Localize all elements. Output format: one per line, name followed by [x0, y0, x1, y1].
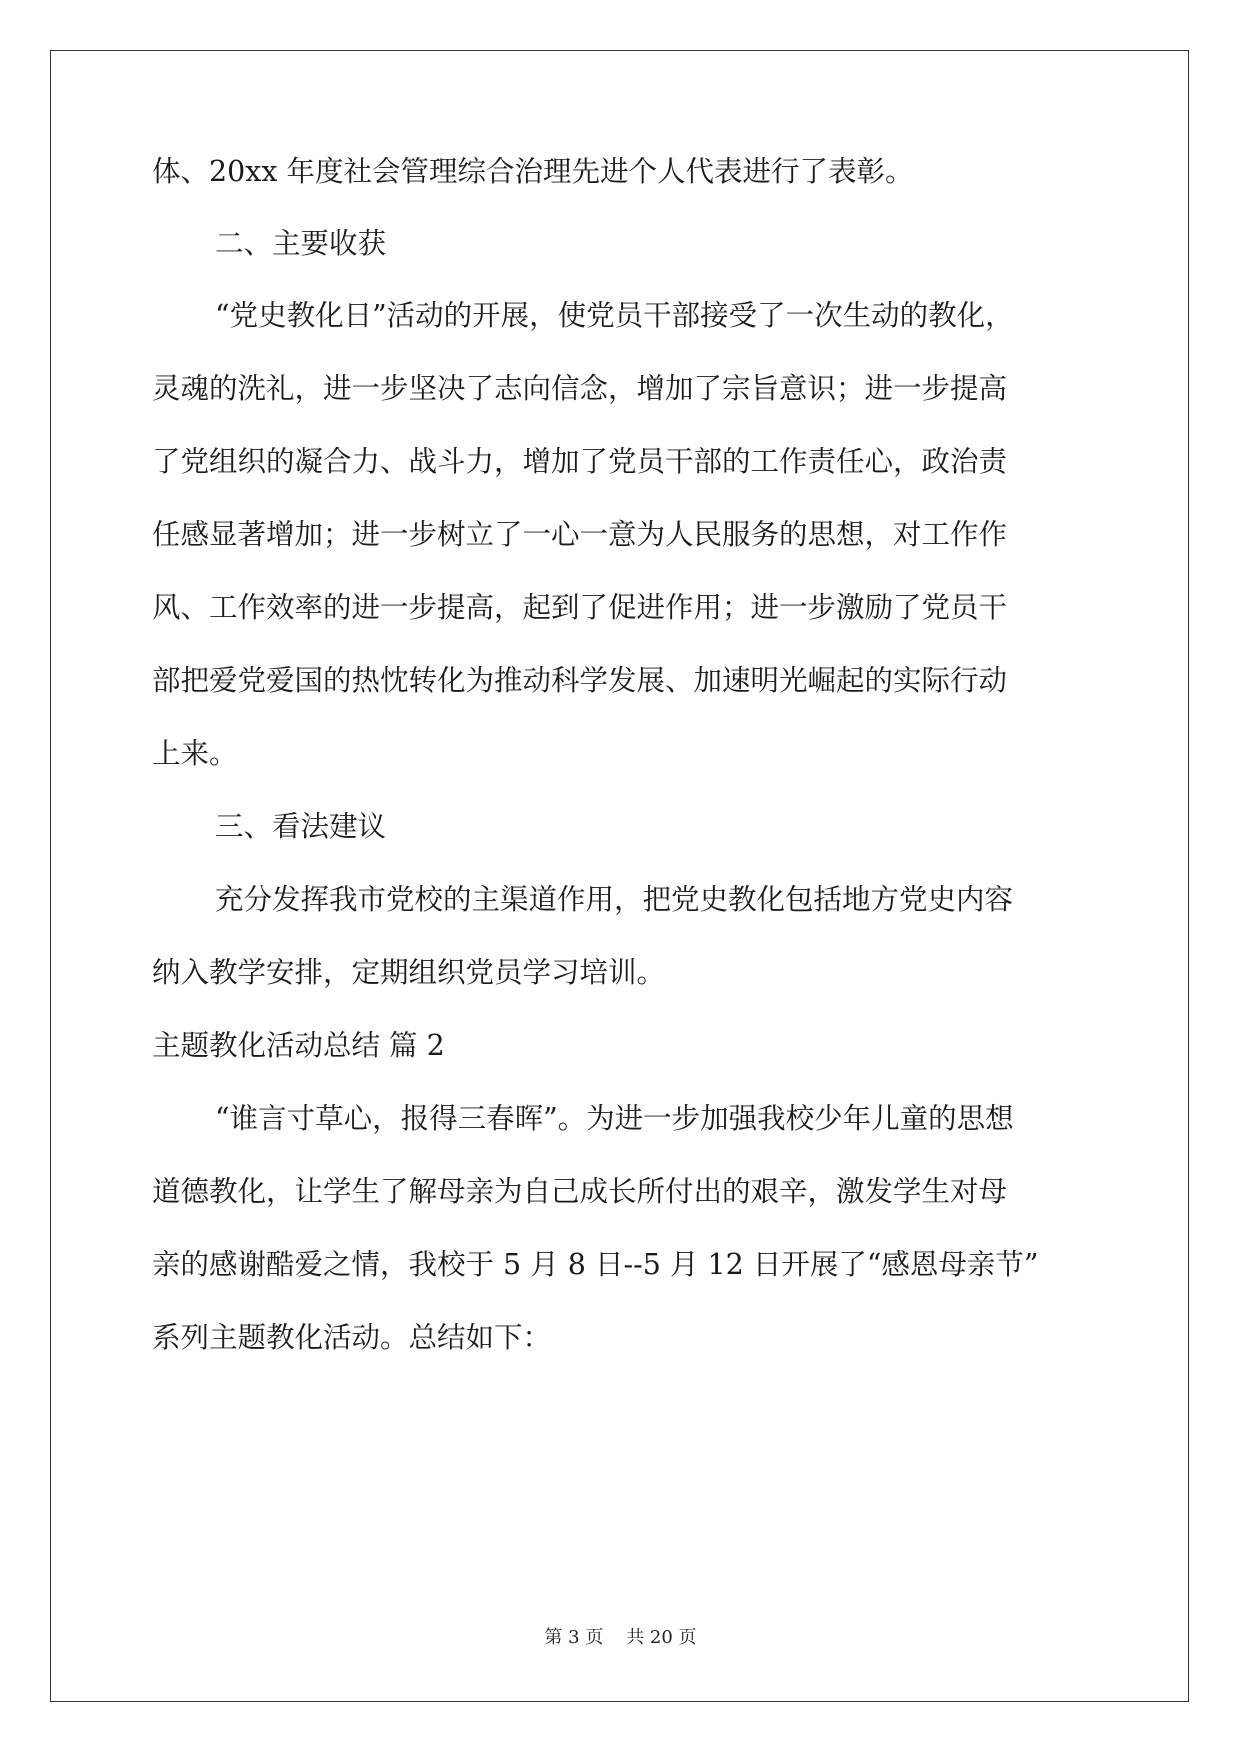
body-text-line: 风、工作效率的进一步提高，起到了促进作用；进一步激励了党员干 [152, 591, 1008, 624]
section-heading: 二、主要收获 [215, 227, 387, 260]
body-text-line: 部把爱党爱国的热忱转化为推动科学发展、加速明光崛起的实际行动 [152, 664, 1008, 697]
body-text-line: 上来。 [152, 737, 238, 770]
body-text-line: 体、20xx 年度社会管理综合治理先进个人代表进行了表彰。 [152, 155, 914, 188]
body-text-line: 亲的感谢酷爱之情，我校于 5 月 8 日--5 月 12 日开展了“感恩母亲节” [152, 1248, 1039, 1281]
body-text-line: 纳入教学安排，定期组织党员学习培训。 [152, 956, 666, 989]
body-text-line: “谁言寸草心，报得三春晖”。为进一步加强我校少年儿童的思想 [215, 1102, 1014, 1135]
body-text-line: 系列主题教化活动。总结如下： [152, 1321, 552, 1354]
body-text-line: 灵魂的洗礼，进一步坚决了志向信念，增加了宗旨意识；进一步提高 [152, 372, 1008, 405]
body-text-line: 了党组织的凝合力、战斗力，增加了党员干部的工作责任心，政治责 [152, 445, 1008, 478]
section-heading: 三、看法建议 [215, 810, 387, 843]
body-text-line: “党史教化日”活动的开展，使党员干部接受了一次生动的教化， [215, 299, 1014, 332]
article-title: 主题教化活动总结 篇 2 [152, 1029, 445, 1062]
page-footer: 第 3 页 共 20 页 [544, 1627, 697, 1648]
body-text-line: 道德教化，让学生了解母亲为自己成长所付出的艰辛，激发学生对母 [152, 1175, 1008, 1208]
body-text-line: 任感显著增加；进一步树立了一心一意为人民服务的思想，对工作作 [152, 518, 1008, 551]
body-text-line: 充分发挥我市党校的主渠道作用，把党史教化包括地方党史内容 [215, 883, 1014, 916]
